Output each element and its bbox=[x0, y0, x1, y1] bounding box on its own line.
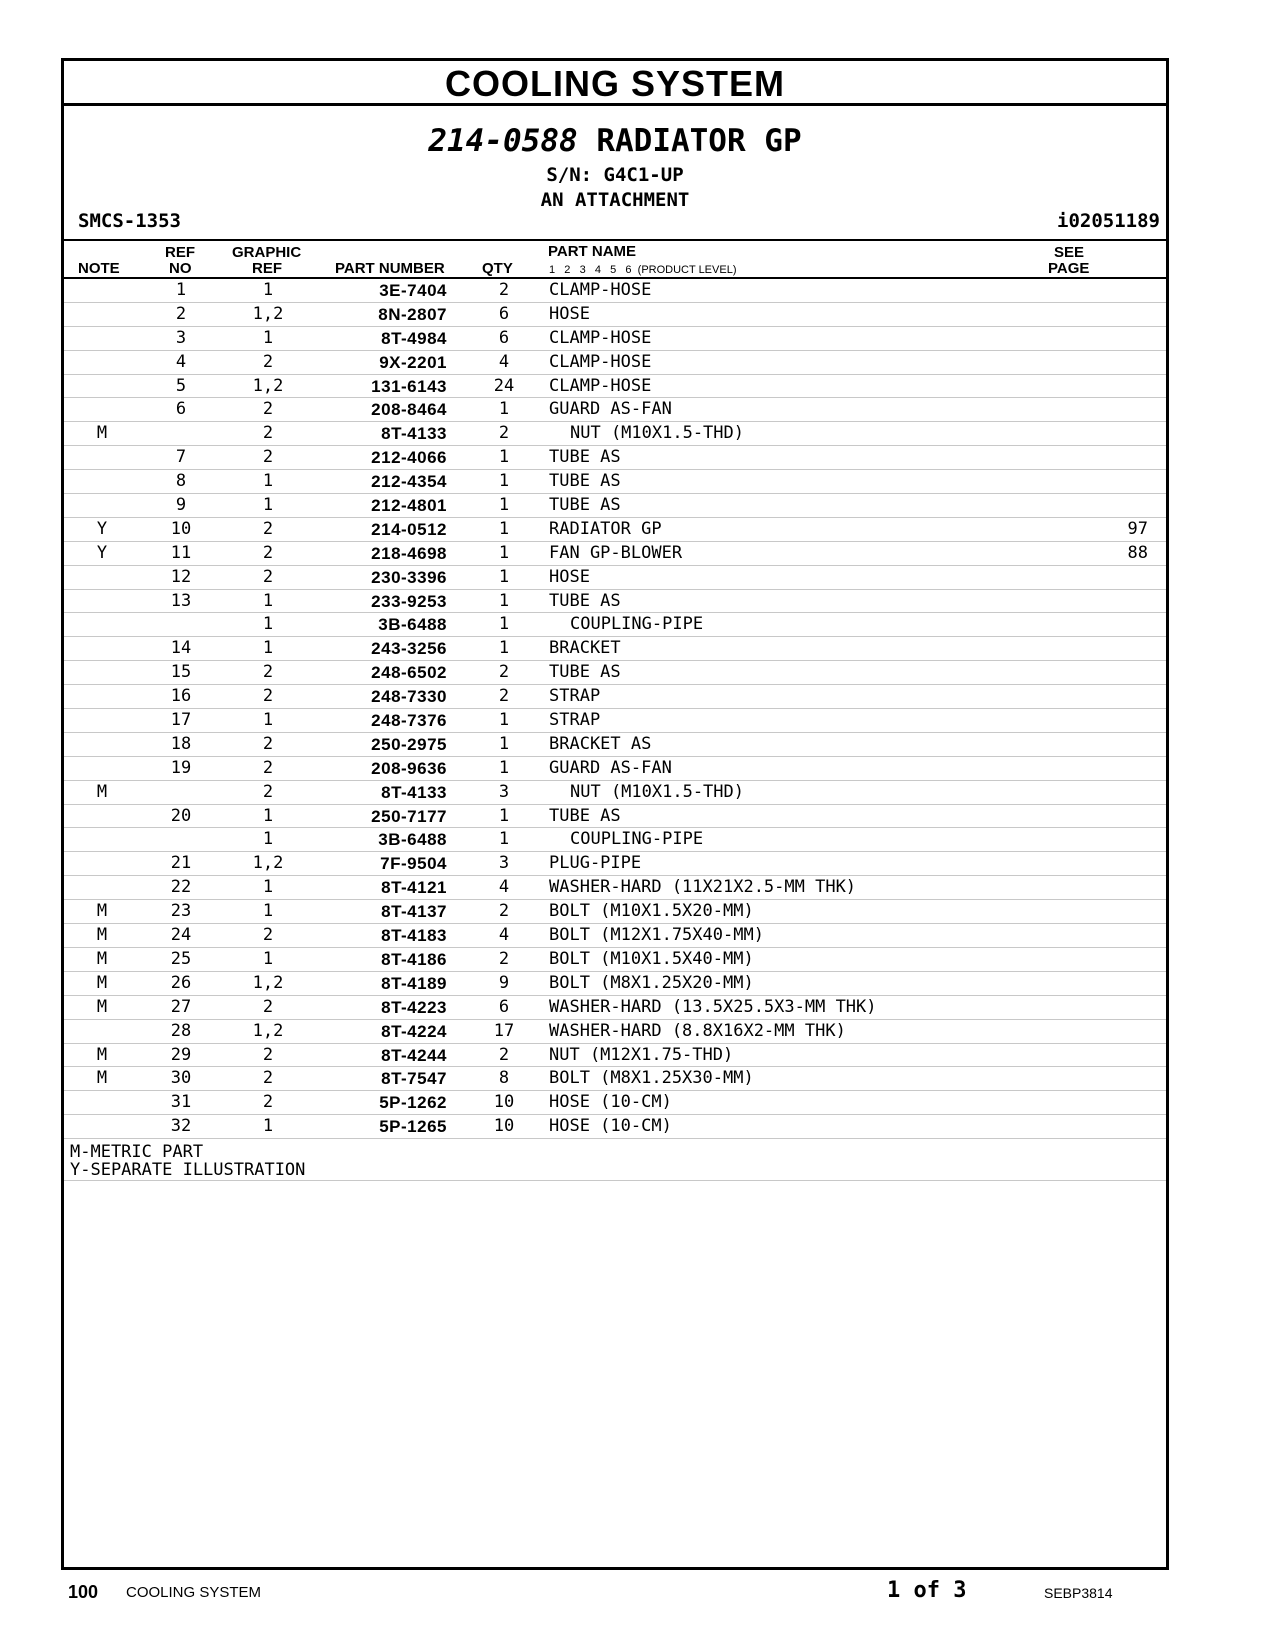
graphic-ref-cell: 2 bbox=[262, 781, 274, 802]
table-row bbox=[64, 279, 1166, 303]
qty-cell: 1 bbox=[498, 829, 510, 850]
col-see-bottom: PAGE bbox=[1048, 260, 1090, 277]
ref-no-cell: 15 bbox=[170, 662, 192, 683]
qty-cell: 6 bbox=[498, 327, 510, 348]
notes-legend bbox=[64, 1139, 1166, 1181]
part-number-cell: 248-7330 bbox=[371, 687, 447, 707]
graphic-ref-cell: 1 bbox=[262, 901, 274, 922]
parts-table bbox=[64, 279, 1166, 1181]
part-number-cell: 3E-7404 bbox=[379, 281, 447, 300]
note-cell: M bbox=[96, 901, 108, 922]
qty-cell: 1 bbox=[498, 757, 510, 778]
graphic-ref-cell: 1 bbox=[262, 710, 274, 731]
part-name-cell: BOLT (M8X1.25X20-MM) bbox=[549, 972, 754, 993]
table-row bbox=[64, 470, 1166, 494]
part-name-cell: NUT (M10X1.5-THD) bbox=[570, 781, 744, 802]
part-name-cell: HOSE bbox=[549, 566, 590, 587]
ref-no-cell: 9 bbox=[175, 495, 187, 516]
graphic-ref-cell: 1 bbox=[262, 471, 274, 492]
part-name-cell: BOLT (M12X1.75X40-MM) bbox=[549, 925, 764, 946]
ref-no-cell: 32 bbox=[170, 1116, 192, 1137]
graphic-ref-cell: 2 bbox=[262, 518, 274, 539]
part-number-cell: 208-9636 bbox=[371, 758, 447, 778]
part-name-cell: COUPLING-PIPE bbox=[570, 829, 704, 850]
ref-no-cell: 10 bbox=[170, 518, 192, 539]
part-number-cell: 248-7376 bbox=[371, 711, 447, 731]
ref-no-cell: 27 bbox=[170, 996, 192, 1017]
graphic-ref-cell: 1 bbox=[262, 495, 274, 516]
note-cell: M bbox=[96, 1068, 108, 1089]
qty-cell: 24 bbox=[493, 375, 515, 396]
qty-cell: 1 bbox=[498, 542, 510, 563]
graphic-ref-cell: 1 bbox=[262, 948, 274, 969]
ref-no-cell: 19 bbox=[170, 757, 192, 778]
qty-cell: 2 bbox=[498, 686, 510, 707]
table-row bbox=[64, 590, 1166, 614]
part-name-cell: TUBE AS bbox=[549, 590, 621, 611]
col-product-levels: 1 2 3 4 5 6 (PRODUCT LEVEL) bbox=[549, 264, 737, 276]
footer-doc-number: SEBP3814 bbox=[1044, 1585, 1113, 1601]
graphic-ref-cell: 1,2 bbox=[252, 303, 284, 324]
group-name: RADIATOR GP bbox=[596, 123, 802, 159]
col-ref-bottom: NO bbox=[169, 260, 192, 277]
table-row bbox=[64, 375, 1166, 399]
table-row bbox=[64, 948, 1166, 972]
part-name-cell: TUBE AS bbox=[549, 495, 621, 516]
graphic-ref-cell: 1 bbox=[262, 590, 274, 611]
ref-no-cell: 21 bbox=[170, 853, 192, 874]
page-footer bbox=[0, 1572, 1275, 1612]
see-page-cell: 97 bbox=[1127, 518, 1148, 539]
graphic-ref-cell: 2 bbox=[262, 1092, 274, 1113]
table-row bbox=[64, 518, 1166, 542]
qty-cell: 17 bbox=[493, 1020, 515, 1041]
part-name-cell: WASHER-HARD (11X21X2.5-MM THK) bbox=[549, 877, 857, 898]
qty-cell: 2 bbox=[498, 1044, 510, 1065]
ref-no-cell: 13 bbox=[170, 590, 192, 611]
qty-cell: 10 bbox=[493, 1116, 515, 1137]
note-line: M-METRIC PART bbox=[70, 1142, 204, 1163]
part-number-cell: 8T-4133 bbox=[381, 782, 447, 802]
graphic-ref-cell: 2 bbox=[262, 757, 274, 778]
table-row bbox=[64, 303, 1166, 327]
ref-no-cell: 29 bbox=[170, 1044, 192, 1065]
footer-page-of: 1 of 3 bbox=[887, 1578, 967, 1603]
note-cell: M bbox=[96, 1044, 108, 1065]
group-header bbox=[64, 109, 1166, 213]
table-row bbox=[64, 351, 1166, 375]
table-row bbox=[64, 828, 1166, 852]
part-name-cell: WASHER-HARD (8.8X16X2-MM THK) bbox=[549, 1020, 846, 1041]
part-name-cell: STRAP bbox=[549, 686, 601, 707]
graphic-ref-cell: 2 bbox=[262, 1068, 274, 1089]
graphic-ref-cell: 2 bbox=[262, 399, 274, 420]
part-number-cell: 233-9253 bbox=[371, 591, 447, 611]
qty-cell: 1 bbox=[498, 447, 510, 468]
ref-no-cell: 3 bbox=[175, 327, 187, 348]
graphic-ref-cell: 1,2 bbox=[252, 1020, 284, 1041]
part-number-cell: 250-2975 bbox=[371, 734, 447, 754]
qty-cell: 1 bbox=[498, 471, 510, 492]
part-name-cell: GUARD AS-FAN bbox=[549, 399, 672, 420]
table-row bbox=[64, 1115, 1166, 1139]
part-number-cell: 212-4354 bbox=[371, 472, 447, 492]
part-number-cell: 208-8464 bbox=[371, 400, 447, 420]
col-part-name: PART NAME bbox=[548, 243, 637, 260]
table-row bbox=[64, 566, 1166, 590]
table-row bbox=[64, 900, 1166, 924]
ref-no-cell: 5 bbox=[175, 375, 187, 396]
ref-no-cell: 7 bbox=[175, 447, 187, 468]
part-name-cell: TUBE AS bbox=[549, 662, 621, 683]
table-row bbox=[64, 757, 1166, 781]
graphic-ref-cell: 1 bbox=[262, 805, 274, 826]
part-name-cell: WASHER-HARD (13.5X25.5X3-MM THK) bbox=[549, 996, 877, 1017]
part-name-cell: COUPLING-PIPE bbox=[570, 614, 704, 635]
graphic-ref-cell: 1 bbox=[262, 327, 274, 348]
qty-cell: 1 bbox=[498, 399, 510, 420]
note-cell: Y bbox=[96, 518, 108, 539]
col-see-top: SEE bbox=[1054, 244, 1085, 261]
ref-no-cell: 23 bbox=[170, 901, 192, 922]
graphic-ref-cell: 2 bbox=[262, 542, 274, 563]
ref-no-cell: 26 bbox=[170, 972, 192, 993]
part-name-cell: BOLT (M8X1.25X30-MM) bbox=[549, 1068, 754, 1089]
col-gref-bottom: REF bbox=[252, 260, 282, 277]
table-row bbox=[64, 1091, 1166, 1115]
graphic-ref-cell: 2 bbox=[262, 1044, 274, 1065]
graphic-ref-cell: 2 bbox=[262, 423, 274, 444]
table-row bbox=[64, 876, 1166, 900]
col-qty: QTY bbox=[482, 260, 513, 277]
qty-cell: 2 bbox=[498, 423, 510, 444]
part-number-cell: 8T-4133 bbox=[381, 424, 447, 444]
part-name-cell: BOLT (M10X1.5X20-MM) bbox=[549, 901, 754, 922]
graphic-ref-cell: 1 bbox=[262, 638, 274, 659]
table-row bbox=[64, 398, 1166, 422]
table-row bbox=[64, 446, 1166, 470]
qty-cell: 1 bbox=[498, 733, 510, 754]
part-number-cell: 131-6143 bbox=[371, 376, 447, 396]
part-number-cell: 8T-4137 bbox=[381, 902, 447, 922]
part-number-cell: 212-4066 bbox=[371, 448, 447, 468]
table-row bbox=[64, 661, 1166, 685]
part-number-cell: 3B-6488 bbox=[378, 830, 447, 850]
part-name-cell: BRACKET bbox=[549, 638, 621, 659]
qty-cell: 2 bbox=[498, 280, 510, 300]
qty-cell: 9 bbox=[498, 972, 510, 993]
illustration-id: i02051189 bbox=[1057, 210, 1160, 232]
ref-no-cell: 6 bbox=[175, 399, 187, 420]
table-row bbox=[64, 924, 1166, 948]
graphic-ref-cell: 2 bbox=[262, 566, 274, 587]
part-name-cell: BRACKET AS bbox=[549, 733, 652, 754]
part-number-cell: 218-4698 bbox=[371, 543, 447, 563]
graphic-ref-cell: 1,2 bbox=[252, 375, 284, 396]
qty-cell: 1 bbox=[498, 495, 510, 516]
qty-cell: 1 bbox=[498, 638, 510, 659]
footer-section: COOLING SYSTEM bbox=[126, 1584, 262, 1601]
part-number-cell: 8T-4189 bbox=[381, 973, 447, 993]
qty-cell: 2 bbox=[498, 901, 510, 922]
graphic-ref-cell: 1 bbox=[262, 1116, 274, 1137]
part-name-cell: STRAP bbox=[549, 710, 601, 731]
part-number-cell: 248-6502 bbox=[371, 663, 447, 683]
graphic-ref-cell: 2 bbox=[262, 925, 274, 946]
part-name-cell: RADIATOR GP bbox=[549, 518, 662, 539]
table-row bbox=[64, 781, 1166, 805]
graphic-ref-cell: 2 bbox=[262, 686, 274, 707]
graphic-ref-cell: 1 bbox=[262, 829, 274, 850]
qty-cell: 1 bbox=[498, 518, 510, 539]
graphic-ref-cell: 1,2 bbox=[252, 853, 284, 874]
ref-no-cell: 8 bbox=[175, 471, 187, 492]
graphic-ref-cell: 2 bbox=[262, 733, 274, 754]
part-name-cell: TUBE AS bbox=[549, 471, 621, 492]
qty-cell: 3 bbox=[498, 853, 510, 874]
qty-cell: 8 bbox=[498, 1068, 510, 1089]
table-row bbox=[64, 996, 1166, 1020]
part-name-cell: NUT (M10X1.5-THD) bbox=[570, 423, 744, 444]
table-row bbox=[64, 494, 1166, 518]
qty-cell: 2 bbox=[498, 662, 510, 683]
group-number: 214-0588 bbox=[428, 123, 578, 159]
part-number-cell: 3B-6488 bbox=[378, 615, 447, 635]
qty-cell: 1 bbox=[498, 566, 510, 587]
part-name-cell: HOSE bbox=[549, 303, 590, 324]
ref-no-cell: 16 bbox=[170, 686, 192, 707]
footer-page-number: 100 bbox=[68, 1582, 99, 1602]
table-row bbox=[64, 327, 1166, 351]
table-row bbox=[64, 1067, 1166, 1091]
part-number-cell: 8T-4224 bbox=[381, 1021, 447, 1041]
ref-no-cell: 22 bbox=[170, 877, 192, 898]
ref-no-cell: 11 bbox=[170, 542, 192, 563]
note-cell: Y bbox=[96, 542, 108, 563]
part-name-cell: FAN GP-BLOWER bbox=[549, 542, 683, 563]
section-title: COOLING SYSTEM bbox=[64, 61, 1166, 106]
part-name-cell: BOLT (M10X1.5X40-MM) bbox=[549, 948, 754, 969]
part-number-cell: 5P-1262 bbox=[379, 1093, 447, 1113]
graphic-ref-cell: 1 bbox=[262, 877, 274, 898]
ref-no-cell: 20 bbox=[170, 805, 192, 826]
group-title bbox=[64, 119, 1166, 163]
qty-cell: 4 bbox=[498, 351, 510, 372]
qty-cell: 4 bbox=[498, 877, 510, 898]
ref-no-cell: 17 bbox=[170, 710, 192, 731]
qty-cell: 1 bbox=[498, 614, 510, 635]
part-number-cell: 243-3256 bbox=[371, 639, 447, 659]
qty-cell: 6 bbox=[498, 996, 510, 1017]
col-gref-top: GRAPHIC bbox=[232, 244, 302, 261]
ref-no-cell: 14 bbox=[170, 638, 192, 659]
table-row bbox=[64, 972, 1166, 996]
serial-number: S/N: G4C1-UP bbox=[546, 164, 684, 186]
meta-row bbox=[64, 206, 1166, 239]
table-row bbox=[64, 637, 1166, 661]
qty-cell: 1 bbox=[498, 710, 510, 731]
part-name-cell: PLUG-PIPE bbox=[549, 853, 642, 874]
part-number-cell: 8T-7547 bbox=[381, 1069, 447, 1089]
ref-no-cell: 18 bbox=[170, 733, 192, 754]
part-number-cell: 214-0512 bbox=[371, 519, 447, 539]
ref-no-cell: 25 bbox=[170, 948, 192, 969]
table-row bbox=[64, 613, 1166, 637]
table-row bbox=[64, 852, 1166, 876]
part-number-cell: 8T-4984 bbox=[381, 328, 447, 348]
table-row bbox=[64, 709, 1166, 733]
table-row bbox=[64, 542, 1166, 566]
ref-no-cell: 2 bbox=[175, 303, 187, 324]
part-number-cell: 8T-4183 bbox=[381, 926, 447, 946]
qty-cell: 10 bbox=[493, 1092, 515, 1113]
qty-cell: 1 bbox=[498, 805, 510, 826]
ref-no-cell: 4 bbox=[175, 351, 187, 372]
part-number-cell: 8T-4121 bbox=[381, 878, 447, 898]
col-note: NOTE bbox=[78, 260, 120, 277]
table-row bbox=[64, 733, 1166, 757]
part-name-cell: HOSE (10-CM) bbox=[549, 1116, 672, 1137]
smcs-code: SMCS-1353 bbox=[78, 210, 181, 232]
ref-no-cell: 30 bbox=[170, 1068, 192, 1089]
qty-cell: 6 bbox=[498, 303, 510, 324]
ref-no-cell: 24 bbox=[170, 925, 192, 946]
part-name-cell: CLAMP-HOSE bbox=[549, 351, 652, 372]
qty-cell: 3 bbox=[498, 781, 510, 802]
part-name-cell: CLAMP-HOSE bbox=[549, 280, 652, 300]
part-number-cell: 7F-9504 bbox=[380, 854, 447, 874]
part-name-cell: CLAMP-HOSE bbox=[549, 375, 652, 396]
note-line: Y-SEPARATE ILLUSTRATION bbox=[70, 1160, 306, 1181]
graphic-ref-cell: 2 bbox=[262, 996, 274, 1017]
ref-no-cell: 31 bbox=[170, 1092, 192, 1113]
part-number-cell: 250-7177 bbox=[371, 806, 447, 826]
group-type: AN ATTACHMENT bbox=[540, 189, 690, 211]
graphic-ref-cell: 2 bbox=[262, 351, 274, 372]
note-cell: M bbox=[96, 948, 108, 969]
col-ref-top: REF bbox=[165, 244, 195, 261]
part-number-cell: 8N-2807 bbox=[378, 304, 447, 324]
part-number-cell: 230-3396 bbox=[371, 567, 447, 587]
table-row bbox=[64, 1020, 1166, 1044]
parts-page-frame bbox=[61, 58, 1169, 1570]
graphic-ref-cell: 1,2 bbox=[252, 972, 284, 993]
qty-cell: 4 bbox=[498, 925, 510, 946]
ref-no-cell: 12 bbox=[170, 566, 192, 587]
table-row bbox=[64, 685, 1166, 709]
ref-no-cell: 1 bbox=[175, 280, 187, 300]
part-number-cell: 8T-4186 bbox=[381, 949, 447, 969]
table-row bbox=[64, 422, 1166, 446]
col-part-number: PART NUMBER bbox=[335, 260, 445, 277]
part-number-cell: 212-4801 bbox=[371, 496, 447, 516]
qty-cell: 2 bbox=[498, 948, 510, 969]
column-headers bbox=[64, 239, 1166, 279]
part-name-cell: TUBE AS bbox=[549, 805, 621, 826]
part-number-cell: 9X-2201 bbox=[379, 352, 447, 372]
table-row bbox=[64, 1044, 1166, 1068]
note-cell: M bbox=[96, 996, 108, 1017]
table-row bbox=[64, 805, 1166, 829]
note-cell: M bbox=[96, 972, 108, 993]
part-name-cell: NUT (M12X1.75-THD) bbox=[549, 1044, 734, 1065]
part-name-cell: GUARD AS-FAN bbox=[549, 757, 672, 778]
graphic-ref-cell: 1 bbox=[262, 280, 274, 300]
part-name-cell: HOSE (10-CM) bbox=[549, 1092, 672, 1113]
graphic-ref-cell: 2 bbox=[262, 447, 274, 468]
note-cell: M bbox=[96, 781, 108, 802]
graphic-ref-cell: 1 bbox=[262, 614, 274, 635]
part-number-cell: 8T-4223 bbox=[381, 997, 447, 1017]
part-number-cell: 8T-4244 bbox=[381, 1045, 447, 1065]
part-name-cell: TUBE AS bbox=[549, 447, 621, 468]
ref-no-cell: 28 bbox=[170, 1020, 192, 1041]
part-name-cell: CLAMP-HOSE bbox=[549, 327, 652, 348]
qty-cell: 1 bbox=[498, 590, 510, 611]
note-cell: M bbox=[96, 423, 108, 444]
part-number-cell: 5P-1265 bbox=[379, 1117, 447, 1137]
see-page-cell: 88 bbox=[1127, 542, 1148, 563]
graphic-ref-cell: 2 bbox=[262, 662, 274, 683]
note-cell: M bbox=[96, 925, 108, 946]
